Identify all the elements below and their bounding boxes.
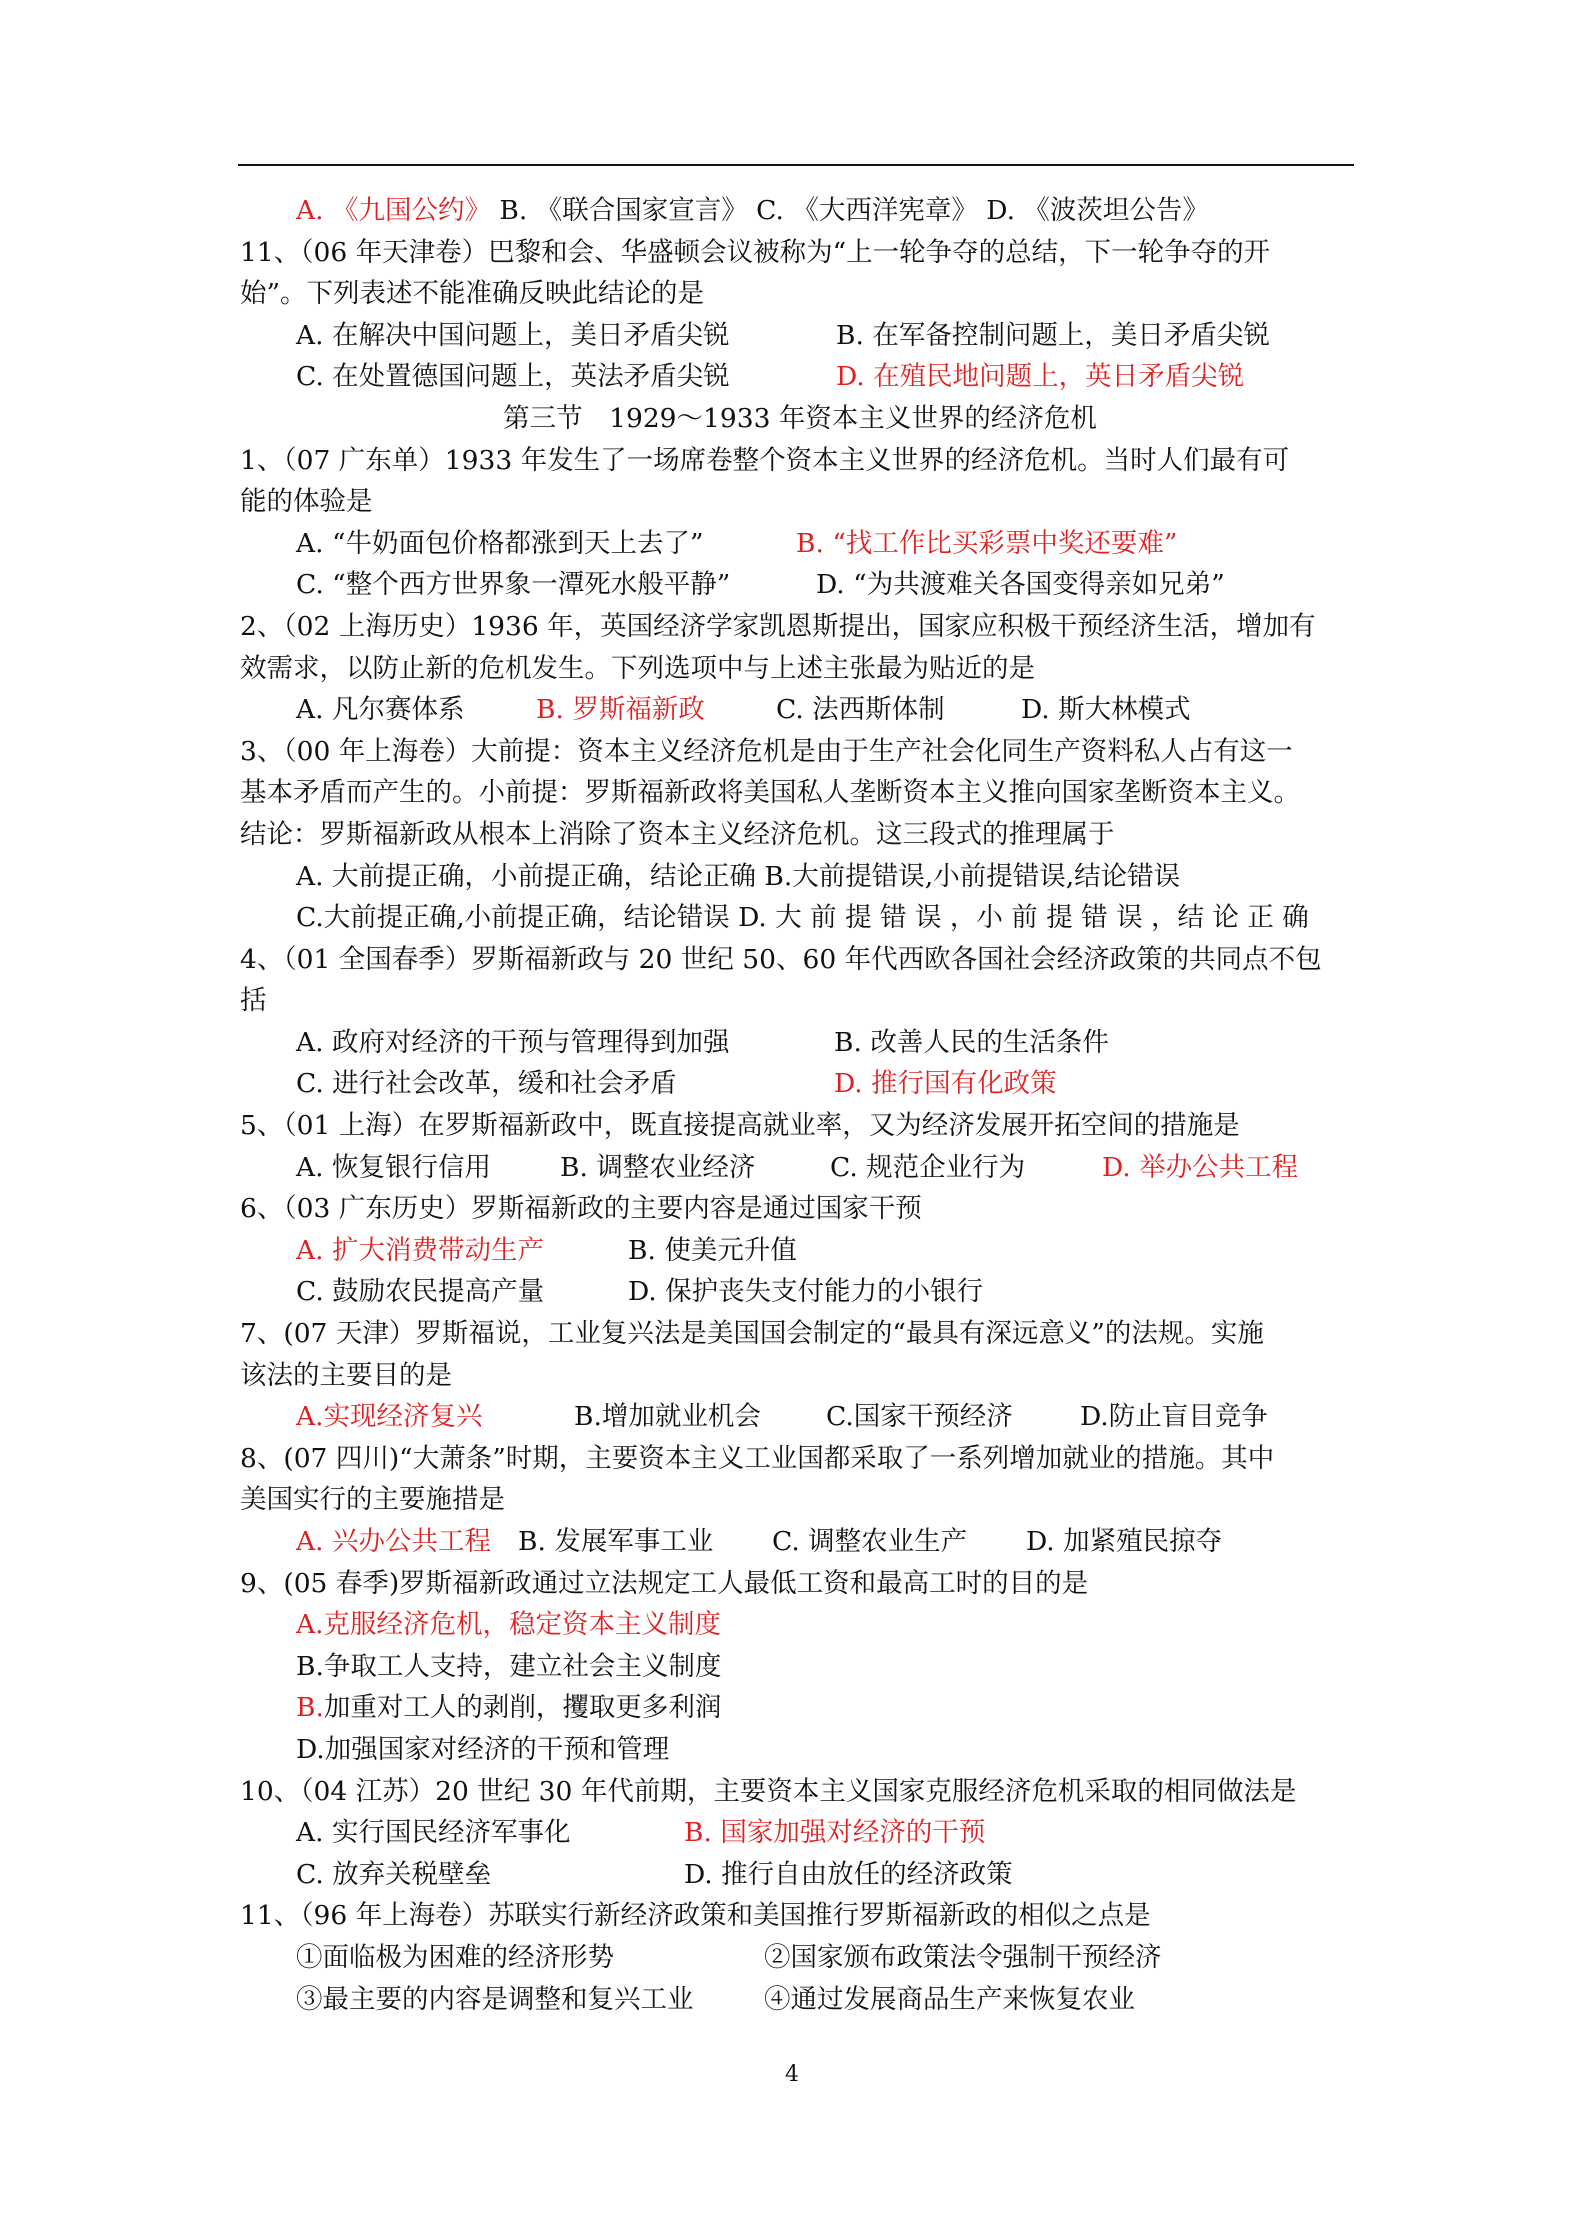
- option: D. 加紧殖民掠夺: [1026, 1526, 1223, 1557]
- answer-option: B. 国家加强对经济的干预: [684, 1817, 986, 1849]
- question-stem: 7、(07 天津）罗斯福说，工业复兴法是美国国会制定的“最具有深远意义”的法规。实施: [240, 1318, 1264, 1350]
- option: B. 使美元升值: [628, 1234, 797, 1266]
- options-line: [240, 356, 1360, 398]
- option: ②国家颁布政策法令强制干预经济: [764, 1941, 1162, 1973]
- question-stem: 4、（01 全国春季）罗斯福新政与 20 世纪 50、60 年代西欧各国社会经济政策的共同点不包: [240, 943, 1322, 975]
- question-stem: 5、（01 上海）在罗斯福新政中，既直接提高就业率，又为经济发展开拓空间的措施是: [240, 1110, 1240, 1142]
- option: B.争取工人支持，建立社会主义制度: [296, 1650, 722, 1682]
- options-line: [240, 1230, 1360, 1272]
- question-stem: 11、（06 年天津卷）巴黎和会、华盛顿会议被称为“上一轮争夺的总结，下一轮争夺的开: [240, 236, 1271, 268]
- header-rule: [238, 164, 1354, 166]
- question-stem: 效需求，以防止新的危机发生。下列选项中与上述主张最为贴近的是: [240, 652, 1035, 684]
- option: A. 实行国民经济军事化: [296, 1817, 571, 1849]
- option: D.加强国家对经济的干预和管理: [296, 1733, 670, 1765]
- option: B. 《联合国家宣言》: [491, 195, 748, 226]
- option: D. 《波茨坦公告》: [977, 195, 1209, 226]
- options-line: [240, 689, 1360, 731]
- options-line: [240, 1937, 1360, 1979]
- options-line: [240, 1396, 1360, 1438]
- option: A. “牛奶面包价格都涨到天上去了”: [296, 527, 704, 559]
- section-title: 第三节 1929～1933 年资本主义世界的经济危机: [503, 402, 1097, 434]
- option: B. 发展军事工业: [518, 1526, 714, 1557]
- answer-option: A. 扩大消费带动生产: [296, 1234, 544, 1266]
- options-line: [240, 1687, 1360, 1729]
- options-line: [240, 564, 1360, 606]
- option: A. 政府对经济的干预与管理得到加强: [296, 1026, 730, 1058]
- option: ③最主要的内容是调整和复兴工业: [296, 1983, 694, 2015]
- question-stem: 3、（00 年上海卷）大前提：资本主义经济危机是由于生产社会化同生产资料私人占有这一: [240, 735, 1293, 767]
- question-stem: 美国实行的主要施措是: [240, 1484, 505, 1516]
- options-line: [240, 190, 1360, 232]
- answer-option: A.实现经济复兴: [296, 1401, 483, 1433]
- option: C. 法西斯体制: [776, 694, 945, 726]
- question-stem: 基本矛盾而产生的。小前提：罗斯福新政将美国私人垄断资本主义推向国家垄断资本主义。: [240, 777, 1300, 809]
- option: C. 《大西洋宪章》: [747, 195, 978, 226]
- question-stem: 括: [240, 985, 267, 1017]
- option: A. 在解决中国问题上，美日矛盾尖锐: [296, 319, 730, 351]
- page-content: [240, 190, 1360, 2020]
- options-line: [240, 523, 1360, 565]
- option: D.防止盲目竞争: [1080, 1401, 1268, 1433]
- question-stem: 6、（03 广东历史）罗斯福新政的主要内容是通过国家干预: [240, 1193, 922, 1225]
- option: B. 改善人民的生活条件: [834, 1026, 1109, 1058]
- question-stem: 9、(05 春季)罗斯福新政通过立法规定工人最低工资和最高工时的目的是: [240, 1567, 1089, 1599]
- question-stem: 8、(07 四川)“大萧条”时期，主要资本主义工业国都采取了一系列增加就业的措施。其中: [240, 1442, 1275, 1474]
- question-stem: 能的体验是: [240, 486, 373, 518]
- option: B. 调整农业经济: [560, 1151, 756, 1183]
- question-stem: 11、（96 年上海卷）苏联实行新经济政策和美国推行罗斯福新政的相似之点是: [240, 1900, 1151, 1932]
- option-text: 加重对工人的剥削，攫取更多利润: [323, 1692, 722, 1724]
- option: C. 调整农业生产: [772, 1526, 968, 1557]
- option-label: B.: [296, 1692, 324, 1724]
- answer-option: D. 举办公共工程: [1102, 1151, 1299, 1183]
- option: C.国家干预经济: [826, 1401, 1013, 1433]
- option: D. 推行自由放任的经济政策: [684, 1858, 1013, 1890]
- options-line: [240, 1854, 1360, 1896]
- option: C. 在处置德国问题上，英法矛盾尖锐: [296, 361, 730, 393]
- option: A. 凡尔赛体系: [296, 694, 465, 726]
- answer-option: D. 推行国有化政策: [834, 1068, 1057, 1100]
- answer-option: B. 罗斯福新政: [536, 694, 705, 726]
- answer-option: D. 在殖民地问题上，英日矛盾尖锐: [836, 361, 1245, 393]
- option: D. “为共渡难关各国变得亲如兄弟”: [816, 569, 1225, 601]
- answer-option: A. 兴办公共工程: [296, 1526, 491, 1557]
- question-stem: 10、（04 江苏）20 世纪 30 年代前期，主要资本主义国家克服经济危机采取的相同做法是: [240, 1775, 1297, 1807]
- question-stem: 2、（02 上海历史）1936 年，英国经济学家凯恩斯提出，国家应积极干预经济生活，增加有: [240, 610, 1316, 642]
- option: C. 规范企业行为: [830, 1151, 1026, 1183]
- option: C. 进行社会改革，缓和社会矛盾: [296, 1068, 677, 1100]
- answer-option: B. “找工作比买彩票中奖还要难”: [796, 527, 1178, 559]
- question-stem: 该法的主要目的是: [240, 1359, 452, 1391]
- options-line: A. 大前提正确，小前提正确，结论正确 B.大前提错误,小前提错误,结论错误: [296, 860, 1181, 892]
- option: D. 斯大林模式: [1021, 694, 1191, 726]
- question-stem: 1、（07 广东单）1933 年发生了一场席卷整个资本主义世界的经济危机。当时人们最有可: [240, 444, 1290, 476]
- option: ④通过发展商品生产来恢复农业: [764, 1983, 1135, 2015]
- options-line: [240, 1022, 1360, 1064]
- question-stem: 结论：罗斯福新政从根本上消除了资本主义经济危机。这三段式的推理属于: [240, 818, 1115, 850]
- options-line: [240, 315, 1360, 357]
- options-line: [240, 1979, 1360, 2021]
- options-line: [240, 1521, 1360, 1563]
- option: A. 恢复银行信用: [296, 1151, 491, 1183]
- options-line: [240, 1271, 1360, 1313]
- options-line: C.大前提正确,小前提正确，结论错误 D. 大 前 提 错 误 ，小 前 提 错 误 ，结 论 正 确: [296, 902, 1309, 934]
- question-stem: 始”。下列表述不能准确反映此结论的是: [240, 278, 705, 310]
- page-number: 4: [785, 2062, 799, 2087]
- options-line: [240, 1812, 1360, 1854]
- answer-option: A.克服经济危机，稳定资本主义制度: [296, 1609, 722, 1641]
- options-line: [240, 1147, 1360, 1189]
- option: ①面临极为困难的经济形势: [296, 1941, 614, 1973]
- answer-option: A. 《九国公约》: [296, 195, 491, 226]
- option: C. “整个西方世界象一潭死水般平静”: [296, 569, 731, 601]
- option: C. 鼓励农民提高产量: [296, 1276, 545, 1308]
- option: B. 在军备控制问题上，美日矛盾尖锐: [836, 319, 1270, 351]
- option: B.增加就业机会: [574, 1401, 761, 1433]
- options-line: [240, 1063, 1360, 1105]
- option: C. 放弃关税壁垒: [296, 1858, 492, 1890]
- option: D. 保护丧失支付能力的小银行: [628, 1276, 984, 1308]
